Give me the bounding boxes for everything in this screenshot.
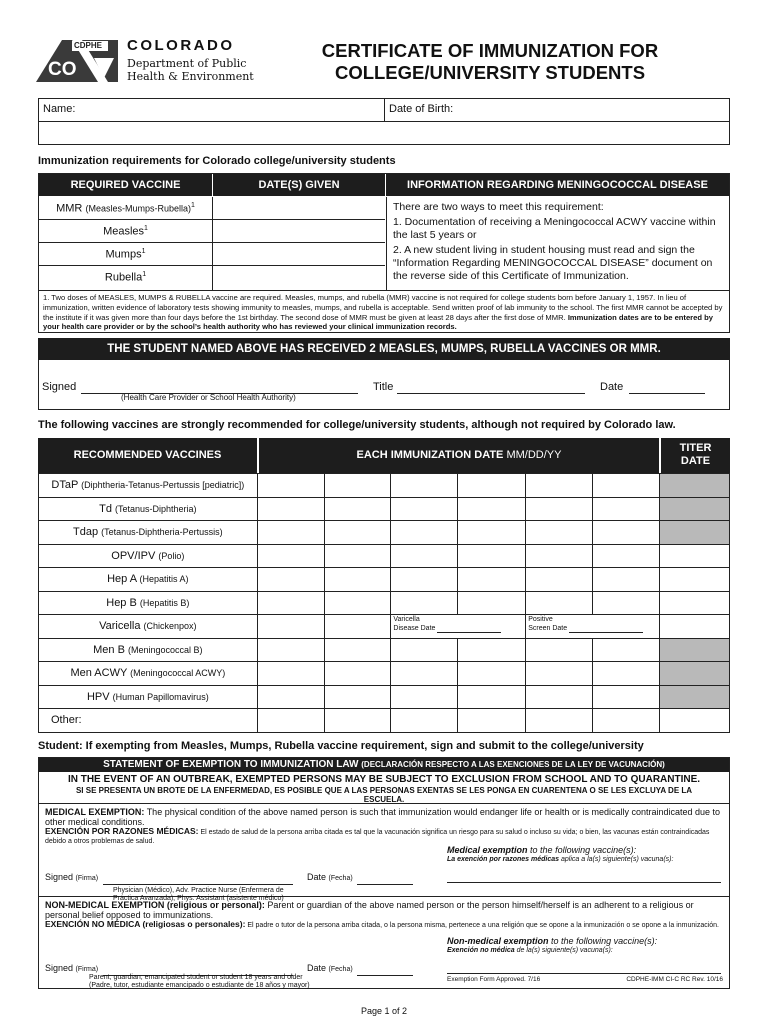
footnote-text: 1. Two doses of MEASLES, MUMPS & RUBELLA vaccine are required. Measles, mumps, and rubella (MMR) vaccine is not required for college students born before January 1, 1957. In lieu of immunization, written evidence of laboratory tests showing immunity to measles, mumps, and rubella is acceptable. Send written proof of lab immunity to the school. The first MMR cannot be accepted by the institute if it was given more than four days before the 1st birthday. The second dose of MMR must be given at least 28 days after the first dose of MMR.: [43, 293, 723, 322]
medical-desc: [45, 807, 723, 827]
medical-text-es: El estado de salud de la persona arriba citada es tal que la vacunación significa un riesgo para su salud o incluso su vida; o bien, las vacunas están contraindicadas debido a otros problemas de salud.: [45, 829, 710, 845]
date-line[interactable]: [629, 380, 705, 394]
date-cell[interactable]: [324, 521, 391, 545]
date-cell[interactable]: [391, 709, 458, 733]
col-each-immunization-date: [259, 438, 659, 473]
vaccine-label: Tdap (Tetanus-Diphtheria-Pertussis): [39, 521, 258, 545]
date-cell[interactable]: [391, 497, 458, 521]
table-row: [39, 544, 730, 568]
col-meningococcal-info: INFORMATION REGARDING MENINGOCOCCAL DISEASE: [386, 174, 729, 196]
required-row-rubella: [39, 266, 385, 290]
date-cell[interactable]: [458, 497, 526, 521]
agency-name: COLORADO: [127, 37, 235, 54]
info-intro: There are two ways to meet this requirement:: [393, 201, 604, 213]
required-row-measles: [39, 220, 385, 243]
date-label: Date: [600, 381, 624, 393]
positive-screen-label: Positive: [528, 616, 553, 623]
date-cell[interactable]: [526, 591, 593, 615]
medical-signature-line[interactable]: [103, 875, 293, 885]
date-cell[interactable]: [526, 709, 593, 733]
required-rows: [39, 197, 385, 290]
date-cell[interactable]: [391, 521, 458, 545]
date-cell[interactable]: [526, 662, 593, 686]
dob-label: Date of Birth:: [389, 103, 454, 115]
date-cell[interactable]: [458, 638, 526, 662]
col-dates-label: EACH IMMUNIZATION DATE: [356, 449, 504, 461]
exemption-heading: Student: If exempting from Measles, Mumps, Rubella vaccine requirement, sign and submit to the college/university: [38, 740, 644, 752]
date-cell[interactable]: [458, 591, 526, 615]
date-cell[interactable]: [458, 685, 526, 709]
medical-date-label: Date (Fecha): [307, 872, 353, 882]
titer-line-1: TITER: [679, 442, 712, 454]
footnote-ref: 1: [141, 248, 146, 255]
nonmed-signed-label: Signed (Firma): [45, 963, 99, 973]
vaccine-label: Hep A (Hepatitis A): [39, 568, 258, 592]
date-cell[interactable]: [526, 638, 593, 662]
title-label: Title: [373, 381, 394, 393]
nonmed-signer-caption: Parent, guardian, emancipated student or student 18 years and older (Padre, tutor, estudiante emancipado o estudiante de 18 años y mayor): [89, 974, 310, 989]
date-cell[interactable]: [257, 615, 324, 639]
nonmed-title-es: EXENCIÓN NO MÉDICA (religiosas o personales):: [45, 919, 246, 929]
date-cell[interactable]: [458, 521, 526, 545]
vaccine-name: Mumps: [105, 248, 142, 261]
nonmed-for-label: Non-medical exemption to the following vaccine(s):: [447, 936, 658, 946]
col-dates-given: DATE(S) GIVEN: [213, 174, 385, 196]
medical-signer-caption: Physician (Médico), Adv. Practice Nurse (Enfermera de Práctica Avanzada), Phys. Assistant (asistente médico): [113, 887, 284, 902]
medical-vaccines-input[interactable]: [447, 873, 721, 883]
date-cell[interactable]: [593, 662, 660, 686]
titer-cell[interactable]: [660, 591, 730, 615]
name-label: Name:: [43, 103, 76, 115]
date-cell[interactable]: [324, 709, 391, 733]
date-cell[interactable]: [324, 615, 391, 639]
col-dates-format: MM/DD/YY: [506, 449, 562, 461]
vaccine-label: [39, 248, 212, 261]
varicella-disease-date-cell[interactable]: [391, 615, 526, 639]
date-cell[interactable]: [593, 474, 660, 498]
date-cell[interactable]: [391, 474, 458, 498]
date-cell[interactable]: [324, 474, 391, 498]
title-line-2: COLLEGE/UNIVERSITY STUDENTS: [334, 62, 646, 83]
date-cell[interactable]: [526, 497, 593, 521]
student-info-box: [38, 98, 730, 145]
date-cell[interactable]: [391, 638, 458, 662]
vaccine-label: HPV (Human Papillomavirus): [39, 685, 258, 709]
provider-signature-line[interactable]: [81, 380, 358, 394]
required-row-mmr: [39, 197, 385, 220]
vaccine-label: Td (Tetanus-Diphtheria): [39, 497, 258, 521]
date-cell[interactable]: [593, 521, 660, 545]
vaccine-name: Rubella: [104, 271, 143, 284]
medical-signed-label: Signed (Firma): [45, 872, 99, 882]
form-id: CDPHE-IMM CI-C RC Rev. 10/16: [626, 976, 723, 983]
footnote-bold: Immunization dates are to be entered by your health care provider or by the school’s health authority who has reviewed your clinical immunization records.: [43, 312, 713, 332]
form-approval: [447, 976, 723, 983]
date-cell[interactable]: [593, 685, 660, 709]
logo-badge: CDPHE: [74, 41, 103, 50]
vaccine-label: Other:: [39, 709, 258, 733]
footnote-ref: 1: [190, 202, 195, 209]
signed-label: Signed: [42, 381, 77, 393]
medical-for-es: La exención por razones médicas aplica a la(s) siguiente(s) vacuna(s):: [447, 856, 674, 863]
provider-signature-box: [38, 360, 730, 410]
medical-for-label: Medical exemption to the following vaccine(s):: [447, 845, 637, 855]
date-cell[interactable]: [526, 685, 593, 709]
date-cell[interactable]: [458, 709, 526, 733]
vaccine-sub: (Measles-Mumps-Rubella): [85, 203, 191, 214]
medical-title-es: EXENCIÓN POR RAZONES MÉDICAS:: [45, 826, 199, 836]
col-required-vaccine: REQUIRED VACCINE: [39, 174, 212, 196]
vaccine-label: [39, 271, 212, 284]
footnote-ref: 1: [142, 271, 147, 278]
date-cell[interactable]: [324, 662, 391, 686]
table-row: [39, 497, 730, 521]
vaccine-name: Measles: [103, 225, 145, 238]
footnote-ref: 1: [144, 225, 148, 232]
medical-text: The physical condition of the above named person is such that immunization would endanger life or health or is medically contraindicated due to other medical conditions.: [45, 807, 721, 827]
date-cell[interactable]: [257, 568, 324, 592]
date-cell[interactable]: [593, 638, 660, 662]
exemption-box: [38, 757, 730, 989]
date-cell[interactable]: [257, 544, 324, 568]
nonmed-vaccine-list: [447, 936, 723, 983]
nonmed-text-es: El padre o tutor de la persona arriba citada, o la persona misma, pertenece a una religión que se opone a la inmunización o se opone a la inmunización.: [247, 922, 720, 929]
date-cell[interactable]: [324, 638, 391, 662]
form-approved: Exemption Form Approved. 7/16: [447, 976, 541, 983]
table-row: [39, 662, 730, 686]
required-vaccines-box: [38, 173, 730, 333]
date-field[interactable]: [212, 220, 385, 243]
date-cell[interactable]: [257, 474, 324, 498]
outbreak-en: IN THE EVENT OF AN OUTBREAK, EXEMPTED PERSONS MAY BE SUBJECT TO EXCLUSION FROM SCHOOL AND TO QUARANTINE.: [67, 774, 701, 785]
vaccine-label: Men ACWY (Meningococcal ACWY): [39, 662, 258, 686]
department-line-1: Department of Public: [127, 57, 247, 70]
vaccine-label: Hep B (Hepatitis B): [39, 591, 258, 615]
positive-screen-date-label: Screen Date: [528, 625, 568, 632]
positive-screen-date: [528, 624, 659, 633]
date-cell[interactable]: [324, 591, 391, 615]
logo-letters: CO: [48, 59, 77, 80]
vaccine-label: [39, 225, 212, 238]
table-row: [39, 568, 730, 592]
date-cell[interactable]: [526, 544, 593, 568]
date-field[interactable]: [212, 243, 385, 266]
date-cell[interactable]: [593, 591, 660, 615]
exemption-bar-title-es: (DECLARACIÓN RESPECTO A LAS EXENCIONES DE LA LEY DE VACUNACIÓN): [361, 760, 665, 769]
date-cell[interactable]: [458, 544, 526, 568]
table-row: [39, 521, 730, 545]
exemption-bar-title: STATEMENT OF EXEMPTION TO IMMUNIZATION LAW: [103, 759, 359, 770]
vaccine-label: Men B (Meningococcal B): [39, 638, 258, 662]
varicella-disease-label: Varicella: [393, 616, 420, 623]
date-cell[interactable]: [324, 544, 391, 568]
titer-cell[interactable]: [660, 615, 730, 639]
vaccine-name: MMR: [56, 202, 83, 215]
nonmed-date-label: Date (Fecha): [307, 963, 353, 973]
meningococcal-info: [386, 197, 729, 290]
vaccine-label: DTaP (Diphtheria-Tetanus-Pertussis [pediatric]): [39, 474, 258, 498]
date-cell[interactable]: [593, 544, 660, 568]
date-cell[interactable]: [257, 521, 324, 545]
exemption-bar: [39, 758, 729, 772]
nonmed-date-line[interactable]: [357, 966, 413, 976]
col-recommended-vaccines: RECOMMENDED VACCINES: [38, 438, 257, 473]
vaccine-label: OPV/IPV (Polio): [39, 544, 258, 568]
nonmed-desc-es: [45, 920, 723, 930]
table-row: [39, 474, 730, 498]
titer-cell[interactable]: [660, 521, 730, 545]
date-cell[interactable]: [458, 474, 526, 498]
medical-title: MEDICAL EXEMPTION:: [45, 807, 145, 817]
nonmed-text: Parent or guardian of the above named person or the person himself/herself is an adherent to a religious or personal belief opposed to immunizations.: [45, 900, 694, 920]
title-line-1: CERTIFICATE OF IMMUNIZATION FOR: [321, 40, 659, 61]
medical-desc-es: [45, 827, 723, 846]
date-cell[interactable]: [257, 638, 324, 662]
date-cell[interactable]: [458, 568, 526, 592]
date-cell[interactable]: [526, 474, 593, 498]
recommended-grid: [38, 473, 730, 733]
required-heading: Immunization requirements for Colorado college/university students: [38, 155, 396, 167]
signed-caption: (Health Care Provider or School Health Authority): [121, 393, 296, 402]
outbreak-warning: [39, 773, 729, 804]
date-cell[interactable]: [257, 591, 324, 615]
date-cell[interactable]: [391, 591, 458, 615]
date-cell[interactable]: [593, 497, 660, 521]
table-row: [39, 591, 730, 615]
date-cell[interactable]: [257, 709, 324, 733]
date-field[interactable]: [212, 266, 385, 290]
titer-cell[interactable]: [660, 568, 730, 592]
table-row: [39, 638, 730, 662]
titer-cell[interactable]: [660, 709, 730, 733]
date-cell[interactable]: [391, 662, 458, 686]
date-cell[interactable]: [391, 568, 458, 592]
date-cell[interactable]: [257, 662, 324, 686]
info-item-1: 1. Documentation of receiving a Meningococcal ACWY vaccine within the last 5 years or: [393, 216, 716, 241]
date-cell[interactable]: [257, 685, 324, 709]
date-cell[interactable]: [391, 544, 458, 568]
date-cell[interactable]: [324, 568, 391, 592]
date-cell[interactable]: [324, 685, 391, 709]
recommended-heading: The following vaccines are strongly recommended for college/university students, although not required by Colorado law.: [38, 419, 676, 431]
medical-date-line[interactable]: [357, 875, 413, 885]
date-cell[interactable]: [593, 568, 660, 592]
nonmed-title: NON-MEDICAL EXEMPTION (religious or personal):: [45, 900, 265, 910]
titer-cell[interactable]: [660, 544, 730, 568]
medical-vaccine-list: [447, 845, 723, 883]
attestation-bar: THE STUDENT NAMED ABOVE HAS RECEIVED 2 MEASLES, MUMPS, RUBELLA VACCINES OR MMR.: [38, 338, 730, 360]
date-cell[interactable]: [324, 497, 391, 521]
department-line-2: Health & Environment: [127, 70, 254, 83]
date-cell[interactable]: [458, 662, 526, 686]
table-row: [39, 615, 730, 639]
varicella-disease-date-label: Disease Date: [393, 625, 436, 632]
outbreak-es: SI SE PRESENTA UN BROTE DE LA ENFERMEDAD, ES POSIBLE QUE A LAS PERSONAS EXENTAS SE LES PONGA EN CUARENTENA O SE LES EXCLUYA DE LA ESCUELA.: [75, 786, 693, 804]
date-cell[interactable]: [593, 709, 660, 733]
titer-cell[interactable]: [660, 662, 730, 686]
title-line[interactable]: [397, 380, 585, 394]
nonmed-for-es: Exención no médica de la(s) siguiente(s) vacuna(s):: [447, 947, 613, 954]
cdphe-logo: [36, 38, 118, 84]
varicella-disease-date: [393, 624, 525, 633]
nonmedical-exemption: [39, 898, 729, 988]
date-field[interactable]: [212, 197, 385, 220]
name-field[interactable]: [39, 99, 385, 122]
date-cell[interactable]: [257, 497, 324, 521]
vaccine-label: Varicella (Chickenpox): [39, 615, 258, 639]
required-row-mumps: [39, 243, 385, 266]
positive-screen-date-cell[interactable]: [526, 615, 660, 639]
titer-cell[interactable]: [660, 474, 730, 498]
titer-line-2: DATE: [680, 455, 711, 467]
vaccine-label: [39, 202, 212, 215]
titer-cell[interactable]: [660, 638, 730, 662]
table-row: [39, 685, 730, 709]
table-row: [39, 709, 730, 733]
required-footnote: [39, 290, 729, 332]
titer-cell[interactable]: [660, 497, 730, 521]
medical-exemption: [39, 805, 729, 902]
page-title: [275, 40, 705, 84]
dob-field[interactable]: [385, 99, 729, 122]
page-number: Page 1 of 2: [360, 1006, 408, 1016]
date-cell[interactable]: [526, 568, 593, 592]
date-cell[interactable]: [526, 521, 593, 545]
date-cell[interactable]: [391, 685, 458, 709]
nonmed-signature-row: [45, 958, 445, 990]
info-item-2: 2. A new student living in student housing must read and sign the “Information Regarding MENINGOCOCCAL DISEASE” document on the reverse side of this Certificate of Immunization.: [393, 244, 713, 282]
titer-cell[interactable]: [660, 685, 730, 709]
nonmed-desc: [45, 900, 723, 920]
nonmed-vaccines-input[interactable]: [447, 964, 721, 974]
col-titer-date: [661, 438, 730, 473]
